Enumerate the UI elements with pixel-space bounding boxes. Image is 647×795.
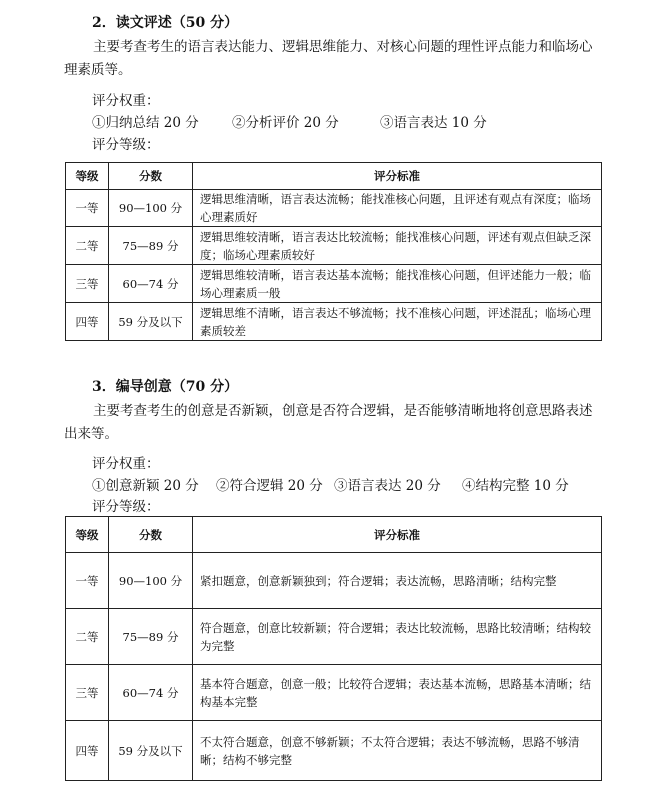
table-row — [66, 303, 602, 341]
criteria-cell: 逻辑思维不清晰，语言表达不够流畅；找不准核心问题，评述混乱；临场心理素质较差 — [193, 303, 602, 341]
criteria-cell: 逻辑思维清晰，语言表达流畅；能找准核心问题，且评述有观点有深度；临场心理素质好 — [193, 190, 602, 227]
score-cell: 59 分及以下 — [109, 303, 193, 341]
table-row — [66, 553, 602, 609]
section-2-weights-label: 评分权重： — [92, 93, 160, 109]
section-3-grading-table — [65, 516, 602, 781]
column-header-score: 分数 — [109, 517, 193, 553]
criteria-cell: 逻辑思维较清晰，语言表达基本流畅；能找准核心问题，但评述能力一般；临场心理素质一般 — [193, 265, 602, 303]
section-2-grades-label: 评分等级： — [92, 137, 160, 153]
section-3-weight-item: ③语言表达 20 分 — [334, 478, 441, 494]
column-header-score: 分数 — [109, 163, 193, 190]
section-3-weights — [92, 477, 569, 495]
column-header-criteria: 评分标准 — [193, 163, 602, 190]
score-cell: 75—89 分 — [109, 609, 193, 665]
table-row — [66, 721, 602, 781]
criteria-cell: 逻辑思维较清晰，语言表达比较流畅；能找准核心问题，评述有观点但缺乏深度；临场心理素质较好 — [193, 227, 602, 265]
score-cell: 59 分及以下 — [109, 721, 193, 781]
column-header-grade: 等级 — [66, 517, 109, 553]
table-row — [66, 190, 602, 227]
criteria-cell: 符合题意，创意比较新颖；符合逻辑；表达比较流畅，思路比较清晰；结构较为完整 — [193, 609, 602, 665]
section-3-weight-item: ①创意新颖 20 分 — [92, 478, 199, 494]
table-row — [66, 665, 602, 721]
score-cell: 90—100 分 — [109, 553, 193, 609]
section-2-description: 主要考查考生的语言表达能力、逻辑思维能力、对核心问题的理性评点能力和临场心理素质等。 — [64, 39, 593, 78]
score-cell: 75—89 分 — [109, 227, 193, 265]
criteria-cell: 紧扣题意，创意新颖独到；符合逻辑；表达流畅，思路清晰；结构完整 — [193, 553, 602, 609]
section-2-grading-table — [65, 162, 602, 341]
table-row — [66, 227, 602, 265]
score-cell: 60—74 分 — [109, 665, 193, 721]
table-row — [66, 265, 602, 303]
score-cell: 60—74 分 — [109, 265, 193, 303]
criteria-cell: 不太符合题意，创意不够新颖；不太符合逻辑；表达不够流畅，思路不够清晰；结构不够完整 — [193, 721, 602, 781]
table-header-row — [66, 163, 602, 190]
score-cell: 90—100 分 — [109, 190, 193, 227]
table-header-row — [66, 517, 602, 553]
section-2-weights — [92, 114, 487, 132]
section-3-weight-item: ④结构完整 10 分 — [462, 478, 569, 494]
section-2-weight-item: ①归纳总结 20 分 — [92, 115, 199, 131]
section-3-heading: 3．编导创意（70 分） — [92, 379, 239, 395]
section-3-description: 主要考查考生的创意是否新颖，创意是否符合逻辑，是否能够清晰地将创意思路表述出来等。 — [64, 403, 593, 442]
grade-cell: 三等 — [66, 665, 109, 721]
section-3-weight-item: ②符合逻辑 20 分 — [216, 478, 323, 494]
column-header-criteria: 评分标准 — [193, 517, 602, 553]
grade-cell: 三等 — [66, 265, 109, 303]
column-header-grade: 等级 — [66, 163, 109, 190]
grade-cell: 一等 — [66, 553, 109, 609]
section-2-heading: 2．读文评述（50 分） — [92, 15, 239, 31]
grade-cell: 四等 — [66, 721, 109, 781]
criteria-cell: 基本符合题意，创意一般；比较符合逻辑；表达基本流畅，思路基本清晰；结构基本完整 — [193, 665, 602, 721]
table-row — [66, 609, 602, 665]
grade-cell: 一等 — [66, 190, 109, 227]
section-3-weights-label: 评分权重： — [92, 456, 160, 472]
section-2-weight-item: ②分析评价 20 分 — [232, 115, 339, 131]
section-2-weight-item: ③语言表达 10 分 — [380, 115, 487, 131]
grade-cell: 四等 — [66, 303, 109, 341]
grade-cell: 二等 — [66, 609, 109, 665]
grade-cell: 二等 — [66, 227, 109, 265]
section-3-grades-label: 评分等级： — [92, 499, 160, 515]
